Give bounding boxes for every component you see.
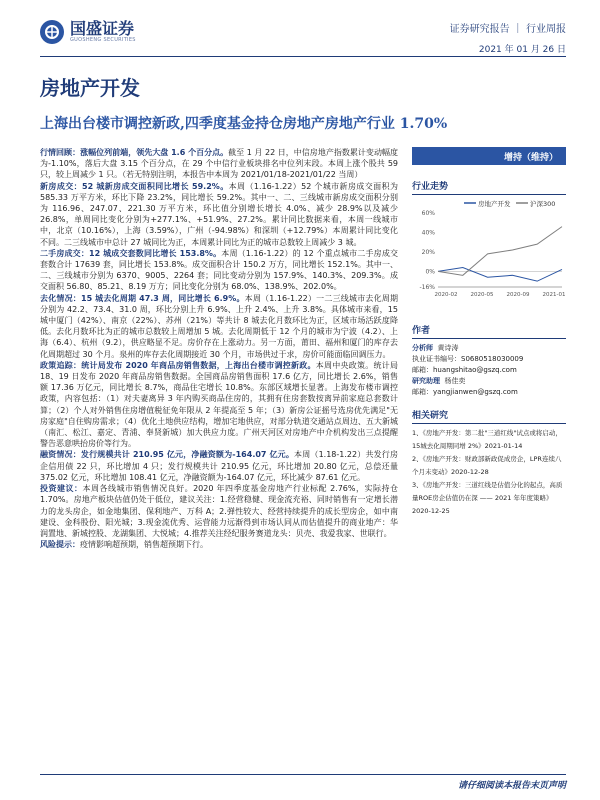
researcher-email[interactable]: 邮箱：yangjianwen@gszq.com <box>412 388 518 396</box>
sidebar <box>412 147 566 518</box>
y-tick-label: 0% <box>425 268 435 276</box>
paragraph-text: 本周（1.16-1.22）52 个城市新房成交面积为 585.33 万平方米，环比下降 23.2%，同比增长 59.2%。其中一、二、三线城市新房成交面积分别为 116.96、247.07、221.30 万平方米，环比值分别增长增长 4.0%、减少 28.9%以及减少 26.8%，单周同比变化分别为+277.1%、+51.9%、27.2%。累计同比数据来看，本周一线城市中，北京（10.16%），上海（3.59%），广州（-94.98%）和深圳（+12.79%）本周累计同比变化不同。二三线城市中总计 27 城同比为正，本周累计同比为正的城市总数较上周减少 3 城。 <box>40 181 398 247</box>
body-paragraph <box>40 147 398 181</box>
analyst-label: 分析师 <box>412 344 433 352</box>
report-type: 证券研究报告 ｜ 行业周报 <box>449 24 566 35</box>
report-header <box>40 18 566 55</box>
logo-subtext: GUOSHENG SECURITIES <box>70 37 136 43</box>
body-paragraph <box>40 449 398 483</box>
researcher-label: 研究助理 <box>412 377 440 385</box>
y-tick-label: -16% <box>419 284 435 291</box>
logo-text: 国盛证券 <box>70 19 135 38</box>
y-tick-label: 60% <box>421 210 435 217</box>
body-paragraph <box>40 181 398 248</box>
paragraph-text: 本周（1.18-1.22）共发行房企信用债 22 只，环比增加 4 只；发行规模共计 210.95 亿元，环比增加 20.80 亿元，总偿还量 375.02 亿元，环比增加 108.41 亿元，净融资额为-164.07 亿元，环比减少 87.61 亿元。 <box>40 450 398 482</box>
report-date: 2021 年 01 月 26 日 <box>478 45 566 55</box>
researcher-name: 杨佳奕 <box>444 377 466 385</box>
x-tick-label: 2020-09 <box>506 292 530 298</box>
paragraph-heading: 去化情况：15 城去化周期 47.3 周，同比增长 6.9%。 <box>40 293 245 303</box>
body-paragraph <box>40 293 398 360</box>
analyst-name: 黄诗涛 <box>437 344 459 352</box>
trend-title: 行业走势 <box>412 179 566 195</box>
x-tick-label: 2021-01 <box>542 292 566 298</box>
paragraph-heading: 融资情况：发行规模共计 210.95 亿元，净融资额为-164.07 亿元。 <box>40 450 295 460</box>
paragraph-heading: 二手房成交：12 城成交套数同比增长 153.8%。 <box>40 248 222 258</box>
body-paragraph <box>40 248 398 293</box>
paragraph-heading: 政策追踪：统计局发布 2020 年商品房销售数据，上海出台楼市调控新政。 <box>40 360 316 370</box>
footer-divider <box>40 774 566 775</box>
author-block <box>412 343 566 398</box>
related-item[interactable]: 1、《房地产开发：第二批"三道红线"试点或将启动，15城去化周期同增 2%》2021-01-14 <box>412 429 562 450</box>
footer-disclaimer: 请仔细阅读本报告末页声明 <box>457 781 566 791</box>
logo-icon <box>40 20 64 44</box>
body-paragraph <box>40 360 398 450</box>
y-tick-label: 20% <box>421 248 435 256</box>
body-paragraph <box>40 483 398 539</box>
y-tick-label: 40% <box>421 229 435 237</box>
body-paragraph <box>40 539 398 550</box>
paragraph-heading: 新房成交：52 城新房成交面积同比增长 59.2%。 <box>40 181 229 191</box>
main-body <box>40 147 398 550</box>
analyst-email[interactable]: 邮箱：huangshitao@gszq.com <box>412 366 517 374</box>
headline: 上海出台楼市调控新政,四季度基金持仓房地产房地产行业 1.70% <box>40 116 448 132</box>
legend-label-a: 房地产开发 <box>478 200 511 208</box>
x-tick-label: 2020-05 <box>470 292 494 298</box>
related-item[interactable]: 3、《房地产开发：三道红线是估值分化的起点，高质量ROE房企估值仍在深 —— 2021 年年度策略》2020-12-25 <box>412 481 563 515</box>
rating-badge: 增持（维持） <box>412 147 566 165</box>
paragraph-text: 疫情影响超预期，销售超预期下行。 <box>80 540 208 550</box>
logo <box>40 20 136 44</box>
trend-chart <box>412 195 566 305</box>
related-title: 相关研究 <box>412 408 566 424</box>
paragraph-text: 本周（1.16-1.22）的 12 个重点城市二手房成交套数合计 17639 套，同比增长 153.8%。成交面积合计 150.2 万方，同比增长 152.1%。其中一、二、三线城市分别为 6370、9005、2264 套；同比变动分别为 157.9%、140.3%、209.3%。成交面积 56.80、85.21、8.19 万方；同比变化分别为 68.0%、138.9%、202.0%。 <box>40 248 398 292</box>
author-title: 作者 <box>412 323 566 339</box>
paragraph-text: 本周（1.16-1.22）一二三线城市去化周期分别为 42.2、73.4、31.0 周，环比分别上升 6.9%、上升 2.4%、上升 3.8%。具体城市来看，15 城中厦门（42%）、南京（22%）、苏州（21%）等共计 8 城去化月数环比为正，区域市场活跃度降低。去化月数环比为正的城市总数较上周增加 5 城。去化周期低于 12 个月的城市为宁波（4.2）、上海（6.4）、杭州（9.2），供应略显不足。房价存在上涨动力。另一方面，莆田、福州和厦门的库存去化周期超过 30 个月。泉州的库存去化周期接近 30 个月，市场供过于求，房价可能面临回调压力。 <box>40 293 398 359</box>
paragraph-heading: 行情回顾：涨幅位列前端，领先大盘 1.6 个百分点。 <box>40 148 229 157</box>
related-item[interactable]: 2、《房地产开发：财政部新政促成房企，LPR连续八个月未变动》2020-12-28 <box>412 455 562 476</box>
related-list <box>412 427 566 518</box>
paragraph-text: 截至 1 月 22 日，中信房地产指数累计变动幅度为-1.10%，落后大盘 3.15 个百分点，在 29 个中信行业板块排名中位列末段。本周上涨个股共 59 只，较上周减少 1 只。（若无特别注明，本报告中本周为 2021/01/18-2021/01/22 当周） <box>40 148 398 180</box>
sector-title: 房地产开发 <box>40 76 140 100</box>
x-tick-label: 2020-02 <box>434 292 458 298</box>
paragraph-heading: 风险提示： <box>40 540 80 550</box>
analyst-cert: 执业证书编号：S0680518030009 <box>412 355 524 363</box>
legend-label-b: 沪深300 <box>530 200 556 208</box>
header-divider <box>40 56 566 57</box>
paragraph-heading: 投资建议： <box>40 484 83 494</box>
paragraph-text: 本周中央政策。统计局 18、19 日发布 2020 年商品房销售数据。全国商品房销售面积 17.6 亿方，同比增长 2.6%，销售额 17.36 万亿元，同比增长 8.7%，商品住宅增长 10.8%。东部区域增长显著。上海发布楼市调控政策，内容包括：（1）对夫妻离异 3 年内购买商品住房的，其拥有住房套数按离异前家庭总套数计算；（2）个人对外销售住房增值税征免年限从 2 年提高至 5 年；（3）新房公证摇号选房优先满足"无房家庭"自住购房需求；（4）优化土地供应结构，增加宅地供应，对部分轨道交通站点周边、五大新城（南汇、松江、嘉定、青浦、奉贤新城）加大供应力度。广州天河区对房地产中介机构发出三点提醒警告恶意哄抬房价等行为。 <box>40 360 398 449</box>
paragraph-text: 本周各线城市销售情况良好。2020 年四季度基金房地产行业标配 2.76%，实际持仓 1.70%。房地产板块估值仍处于低位，建议关注：1.经营稳健、现金流充裕、同时销售有一定增长潜力的龙头房企，如金地集团、保利地产、万科 A；2.弹性较大、经营持续提升的成长型房企，如中南建设、金科股份、阳光城；3.现金流优秀、运营能力远渐得到市场认同从而估值提升的商业地产：华润置地、新城控股、龙湖集团、大悦城；4.推荐关注经纪服务赛道龙头：贝壳、我爱我家、世联行。 <box>40 484 399 538</box>
